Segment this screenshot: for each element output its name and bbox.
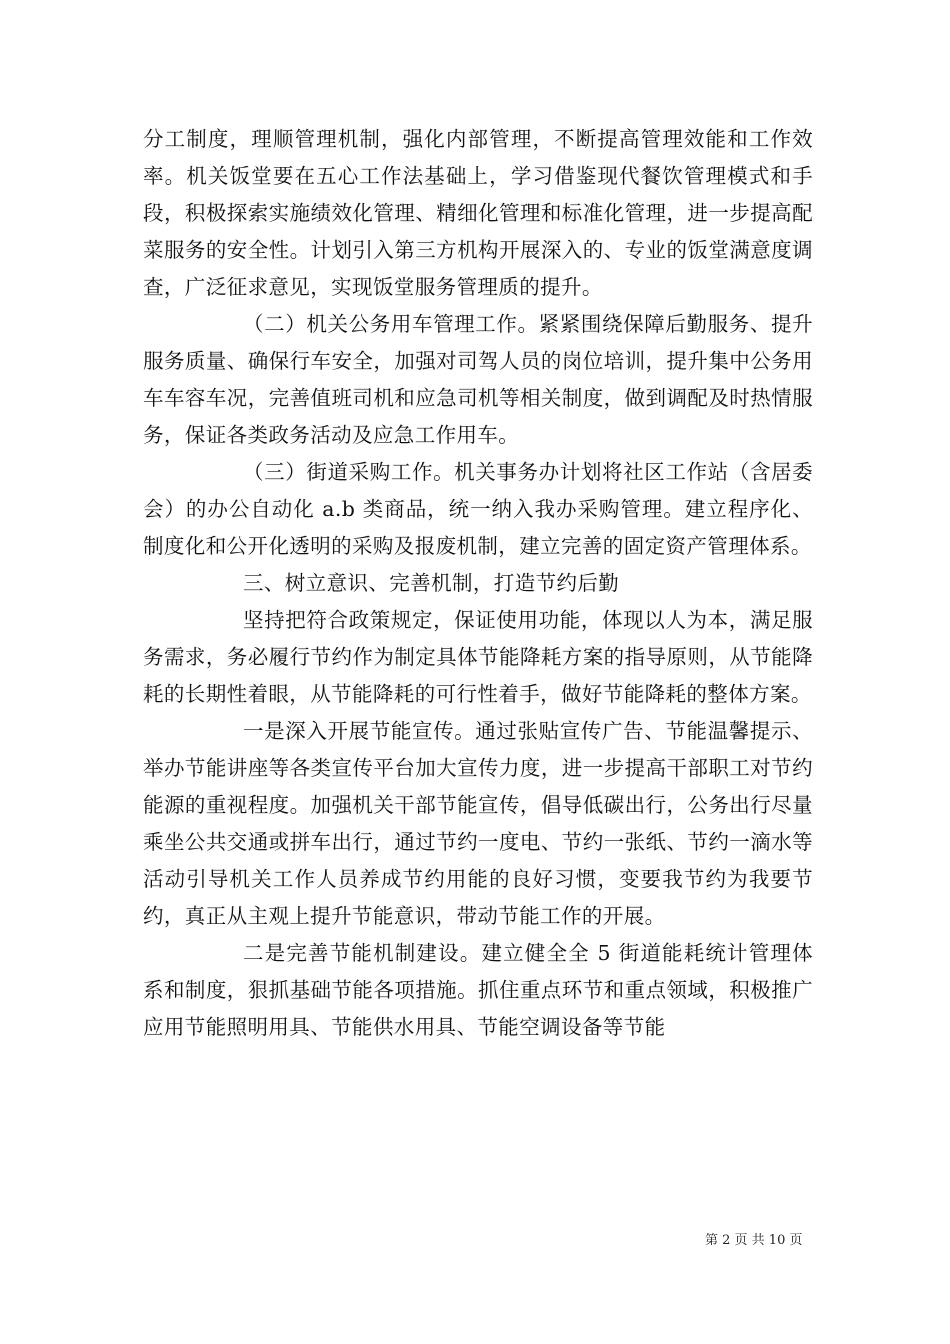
section-heading-three: 三、树立意识、完善机制，打造节约后勤 [243,571,620,595]
paragraph-principles: 坚持把符合政策规定，保证使用功能，体现以人为本，满足服务需求，务必履行节约作为制定具体节能降耗方案的指导原则，从节能降耗的长期性着眼，从节能降耗的可行性着手，做好节能降耗的整体方案。 [143,608,813,706]
page-number-footer: 第 2 页 共 10 页 [705,1233,803,1248]
paragraph-continued: 分工制度，理顺管理机制，强化内部管理，不断提高管理效能和工作效率。机关饭堂要在五心工作法基础上，学习借鉴现代餐饮管理模式和手段，积极探索实施绩效化管理、精细化管理和标准化管理，进一步提高配菜服务的安全性。计划引入第三方机构开展深入的、专业的饭堂满意度调查，广泛征求意见，实现饭堂服务管理质的提升。 [143,127,813,299]
paragraph-energy-mechanism: 二是完善节能机制建设。建立健全全 5 街道能耗统计管理体系和制度，狠抓基础节能各项措施。抓住重点环节和重点领域，积极推广应用节能照明用具、节能供水用具、节能空调设备等节能 [143,941,813,1039]
document-body [143,121,813,1046]
paragraph-energy-publicity: 一是深入开展节能宣传。通过张贴宣传广告、节能温馨提示、举办节能讲座等各类宣传平台加大宣传力度，进一步提高干部职工对节约能源的重视程度。加强机关干部节能宣传，倡导低碳出行，公务出行尽量乘坐公共交通或拼车出行，通过节约一度电、节约一张纸、节约一滴水等活动引导机关工作人员养成节约用能的良好习惯，变要我节约为我要节约，真正从主观上提升节能意识，带动节能工作的开展。 [143,719,813,928]
paragraph-official-vehicles: （二）机关公务用车管理工作。紧紧围绕保障后勤服务、提升服务质量、确保行车安全，加强对司驾人员的岗位培训，提升集中公务用车车容车况，完善值班司机和应急司机等相关制度，做到调配及时热情服务，保证各类政务活动及应急工作用车。 [143,312,813,447]
paragraph-procurement: （三）街道采购工作。机关事务办计划将社区工作站（含居委会）的办公自动化 a.b 类商品，统一纳入我办采购管理。建立程序化、制度化和公开化透明的采购及报废机制，建立完善的固定资产管理体系。 [143,460,813,558]
